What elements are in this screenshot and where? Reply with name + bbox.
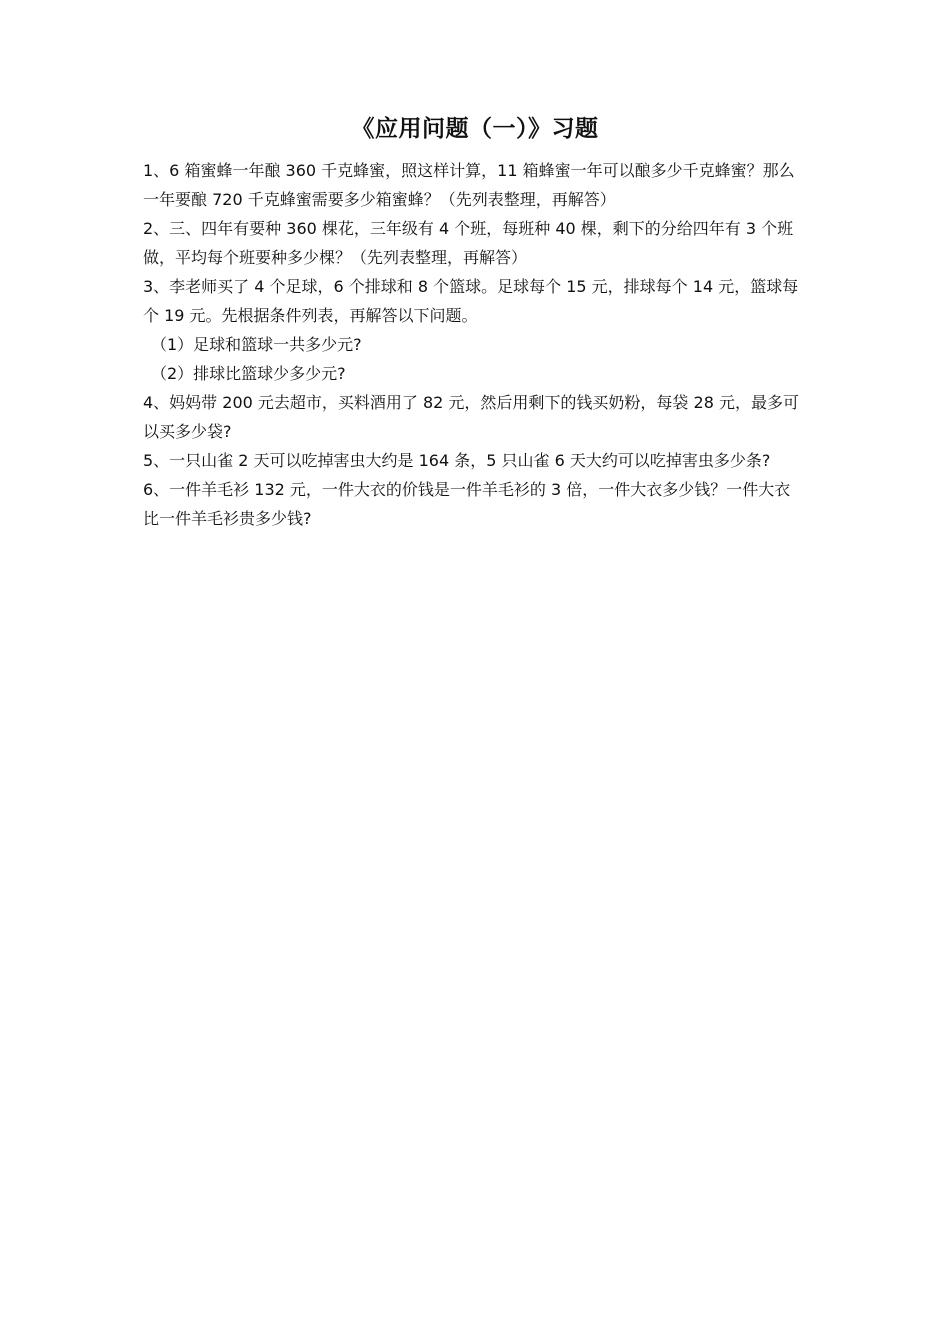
question-3-line-1: 3、李老师买了 4 个足球，6 个排球和 8 个篮球。足球每个 15 元，排球每个 14 元，篮球每 [143, 277, 799, 296]
question-1-line-2: 一年要酿 720 千克蜂蜜需要多少箱蜜蜂？（先列表整理，再解答） [143, 190, 616, 209]
question-3-line-2: 个 19 元。先根据条件列表，再解答以下问题。 [143, 306, 478, 325]
question-2-line-1: 2、三、四年有要种 360 棵花，三年级有 4 个班，每班种 40 棵，剩下的分给四年有 3 个班 [143, 219, 794, 238]
question-3-subquestion-2: （2）排球比篮球少多少元? [151, 364, 346, 383]
question-4-line-2: 以买多少袋? [143, 422, 232, 441]
page-title: 《应用问题（一）》习题 [351, 116, 599, 142]
question-1-line-1: 1、6 箱蜜蜂一年酿 360 千克蜂蜜，照这样计算，11 箱蜂蜜一年可以酿多少千克蜂蜜？那么 [143, 161, 795, 180]
document-body [143, 156, 808, 533]
question-3-subquestion-1: （1）足球和篮球一共多少元? [151, 335, 362, 354]
question-6-line-2: 比一件羊毛衫贵多少钱? [143, 509, 312, 528]
question-2-line-2: 做，平均每个班要种多少棵？（先列表整理，再解答） [143, 248, 528, 267]
question-4-line-1: 4、妈妈带 200 元去超市，买料酒用了 82 元，然后用剩下的钱买奶粉，每袋 28 元，最多可 [143, 393, 799, 412]
question-6-line-1: 6、一件羊毛衫 132 元，一件大衣的价钱是一件羊毛衫的 3 倍，一件大衣多少钱？一件大衣 [143, 480, 791, 499]
question-5-line-1: 5、一只山雀 2 天可以吃掉害虫大约是 164 条，5 只山雀 6 天大约可以吃掉害虫多少条? [143, 451, 771, 470]
